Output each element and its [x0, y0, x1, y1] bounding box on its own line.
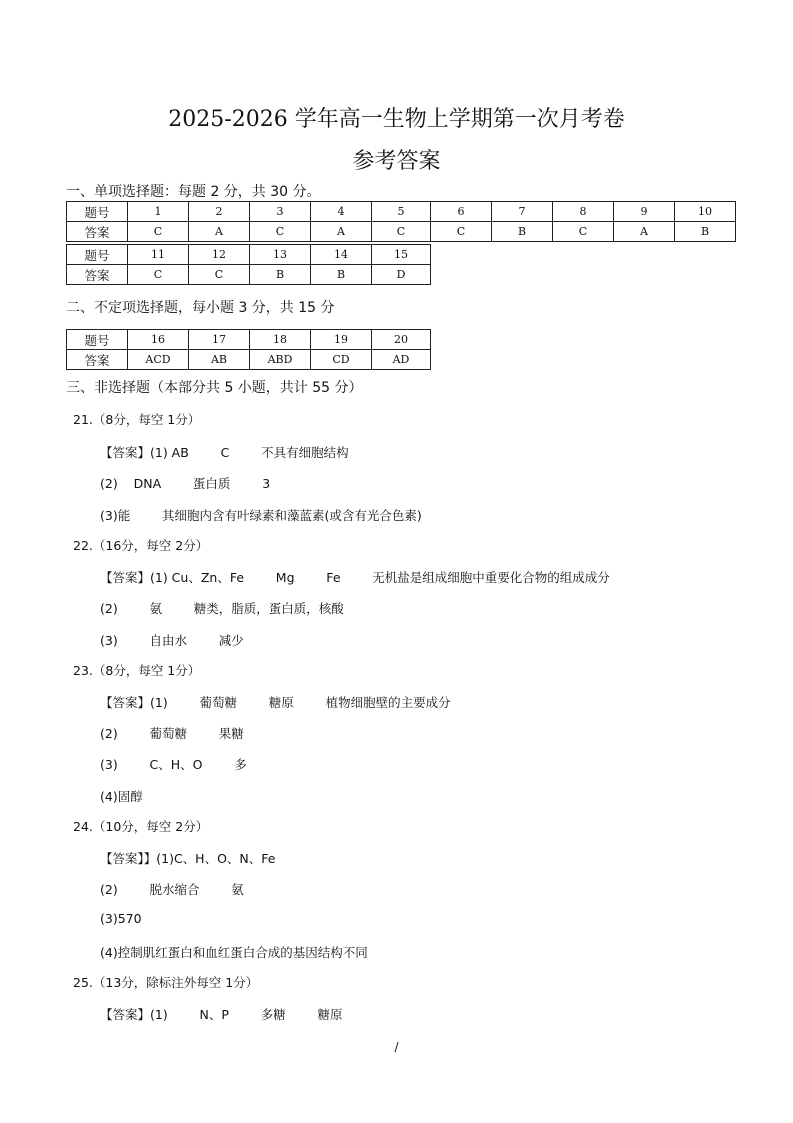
- single-choice-answer-table-2: [66, 244, 431, 285]
- question-25-line: 【答案】(1) N、P 多糖 糖原: [100, 1007, 343, 1022]
- row-label-question: 题号: [67, 245, 128, 265]
- row-label-answer: 答案: [67, 222, 128, 242]
- question-25-heading: 25.（13分，除标注外每空 1分）: [73, 975, 259, 990]
- answer-cell: A: [614, 222, 675, 242]
- answer-cell: C: [553, 222, 614, 242]
- question-number-cell: 14: [311, 245, 372, 265]
- question-21-line: (3)能 其细胞内含有叶绿素和藻蓝素(或含有光合色素): [100, 508, 422, 523]
- question-number-cell: 6: [431, 202, 492, 222]
- question-22-line: (2) 氨 糖类，脂质，蛋白质，核酸: [100, 601, 344, 616]
- question-number-cell: 11: [128, 245, 189, 265]
- question-22-heading: 22.（16分，每空 2分）: [73, 538, 209, 553]
- question-21-line: 【答案】(1) AB C 不具有细胞结构: [100, 445, 349, 460]
- answer-cell: CD: [311, 350, 372, 370]
- row-label-question: 题号: [67, 202, 128, 222]
- question-24-line: 【答案】】(1)C、H、O、N、Fe: [100, 851, 276, 866]
- question-22-line: 【答案】(1) Cu、Zn、Fe Mg Fe 无机盐是组成细胞中重要化合物的组成成分: [100, 570, 610, 585]
- question-number-cell: 18: [250, 330, 311, 350]
- question-number-cell: 7: [492, 202, 553, 222]
- question-number-cell: 12: [189, 245, 250, 265]
- answer-cell: B: [675, 222, 736, 242]
- table-row: [67, 202, 736, 222]
- question-21-heading: 21.（8分，每空 1分）: [73, 412, 201, 427]
- answer-cell: B: [311, 265, 372, 285]
- table-row: [67, 350, 431, 370]
- answer-cell: C: [372, 222, 431, 242]
- question-number-cell: 8: [553, 202, 614, 222]
- answer-cell: C: [128, 265, 189, 285]
- answer-cell: B: [250, 265, 311, 285]
- question-number-cell: 13: [250, 245, 311, 265]
- question-24-line: (4)控制肌红蛋白和血红蛋白合成的基因结构不同: [100, 945, 368, 960]
- answer-cell: AB: [189, 350, 250, 370]
- answer-cell: ABD: [250, 350, 311, 370]
- section-single-choice-heading: 一、单项选择题：每题 2 分，共 30 分。: [66, 184, 321, 200]
- section-non-choice-heading: 三、非选择题（本部分共 5 小题，共计 55 分）: [66, 380, 363, 396]
- table-row: [67, 330, 431, 350]
- table-row: [67, 245, 431, 265]
- answer-cell: A: [189, 222, 250, 242]
- row-label-answer: 答案: [67, 350, 128, 370]
- section-multi-choice-heading: 二、不定项选择题，每小题 3 分，共 15 分: [66, 300, 335, 316]
- single-choice-answer-table: [66, 201, 736, 242]
- table-row: [67, 265, 431, 285]
- question-23-heading: 23.（8分，每空 1分）: [73, 663, 201, 678]
- page-title: 2025-2026 学年高一生物上学期第一次月考卷: [168, 107, 625, 132]
- answer-cell: C: [431, 222, 492, 242]
- question-number-cell: 17: [189, 330, 250, 350]
- question-number-cell: 5: [372, 202, 431, 222]
- row-label-answer: 答案: [67, 265, 128, 285]
- question-number-cell: 3: [250, 202, 311, 222]
- question-23-line: (3) C、H、O 多: [100, 757, 247, 772]
- question-number-cell: 20: [372, 330, 431, 350]
- question-number-cell: 1: [128, 202, 189, 222]
- multi-choice-answer-table: [66, 329, 431, 370]
- table-row: [67, 222, 736, 242]
- question-24-line: (2) 脱水缩合 氨: [100, 882, 244, 897]
- question-24-line: (3)570: [100, 911, 142, 926]
- row-label-question: 题号: [67, 330, 128, 350]
- question-number-cell: 15: [372, 245, 431, 265]
- question-number-cell: 9: [614, 202, 675, 222]
- answer-cell: C: [250, 222, 311, 242]
- answer-cell: C: [128, 222, 189, 242]
- question-21-line: (2) DNA 蛋白质 3: [100, 476, 271, 491]
- question-number-cell: 2: [189, 202, 250, 222]
- question-24-heading: 24.（10分，每空 2分）: [73, 819, 209, 834]
- answer-cell: AD: [372, 350, 431, 370]
- page-subtitle: 参考答案: [352, 149, 441, 174]
- question-23-line: (2) 葡萄糖 果糖: [100, 726, 244, 741]
- question-number-cell: 4: [311, 202, 372, 222]
- answer-cell: D: [372, 265, 431, 285]
- answer-cell: A: [311, 222, 372, 242]
- answer-cell: ACD: [128, 350, 189, 370]
- question-22-line: (3) 自由水 减少: [100, 633, 244, 648]
- answer-cell: B: [492, 222, 553, 242]
- page-number-mark: /: [394, 1040, 399, 1054]
- question-number-cell: 16: [128, 330, 189, 350]
- question-23-line: (4)固醇: [100, 789, 143, 804]
- question-number-cell: 19: [311, 330, 372, 350]
- answer-cell: C: [189, 265, 250, 285]
- question-23-line: 【答案】(1) 葡萄糖 糖原 植物细胞壁的主要成分: [100, 695, 451, 710]
- question-number-cell: 10: [675, 202, 736, 222]
